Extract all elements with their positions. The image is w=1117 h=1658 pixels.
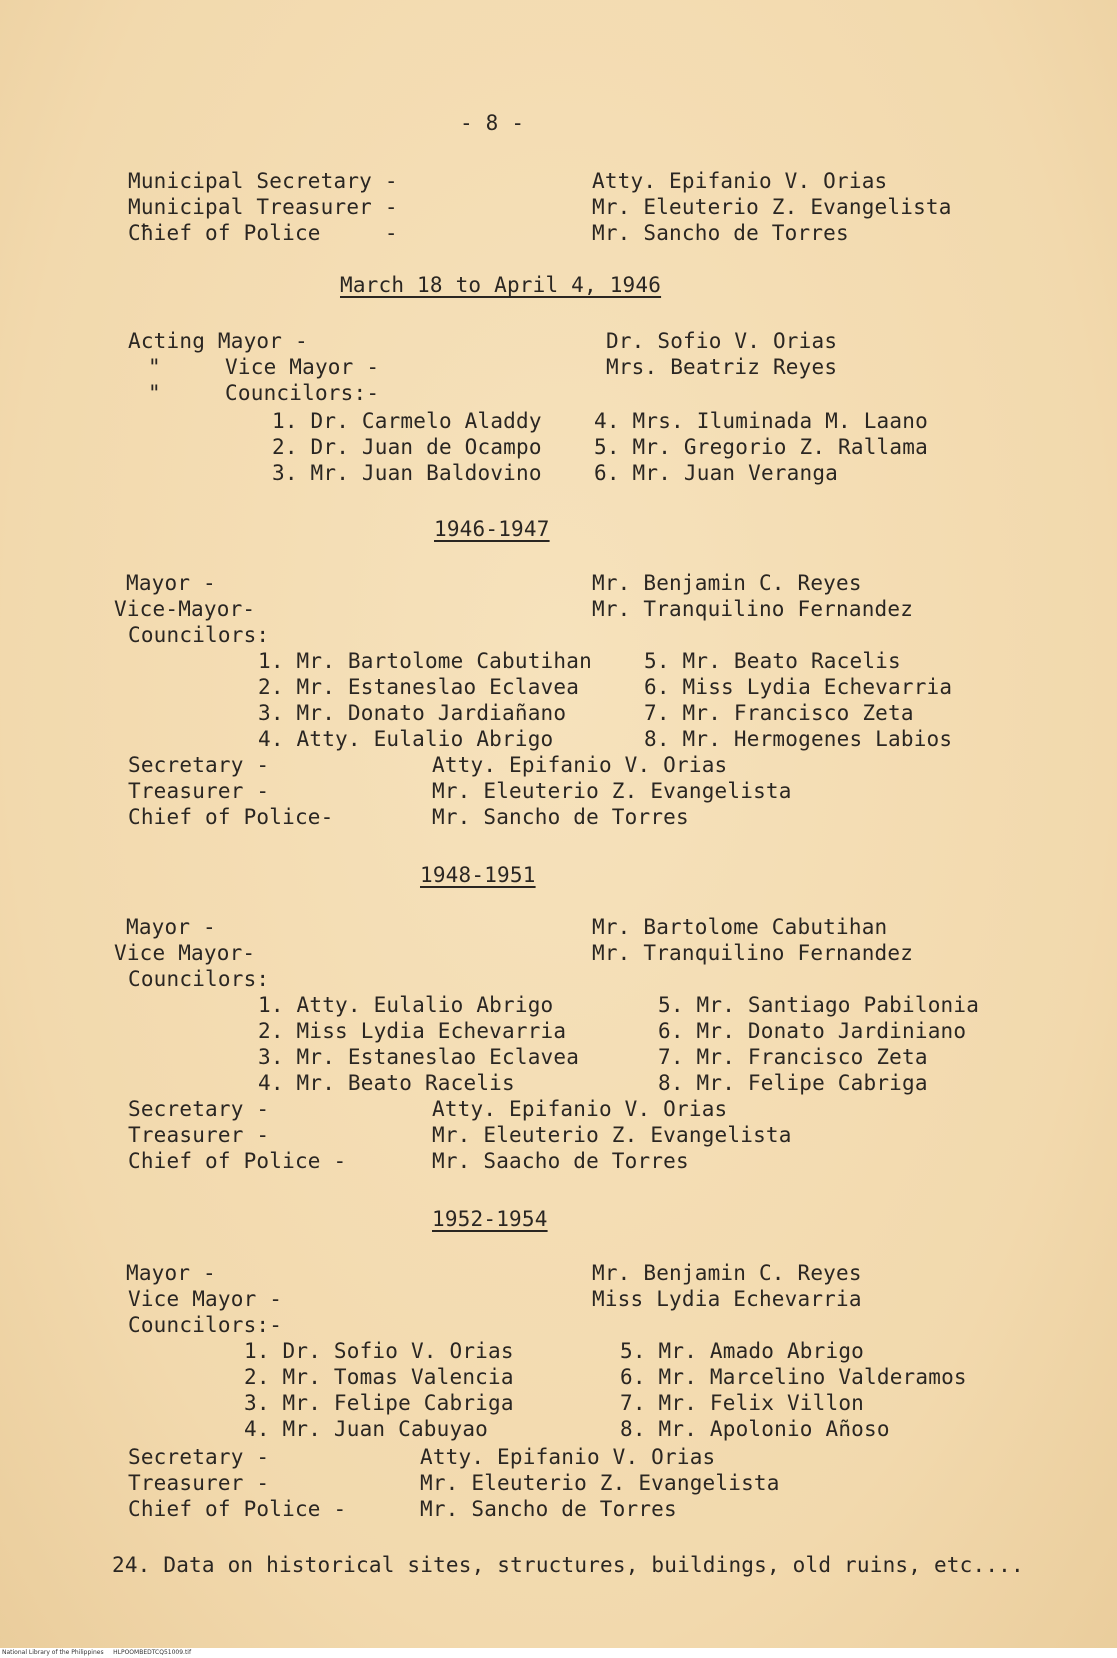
councilor-right: 7. Mr. Francisco Zeta: [644, 701, 914, 725]
councilor-right: 5. Mr. Santiago Pabilonia: [658, 993, 980, 1017]
councilor-right: 6. Mr. Marcelino Valderamos: [620, 1365, 967, 1389]
role-label: Vice Mayor -: [128, 1287, 283, 1311]
councilor-left: 2. Miss Lydia Echevarria: [258, 1019, 567, 1043]
intro-name: Mr. Sancho de Torres: [592, 221, 849, 245]
officer-role: Chief of Police -: [128, 1497, 347, 1521]
officer-name: Mr. Sancho de Torres: [432, 805, 689, 829]
role-label: Mayor -: [126, 571, 216, 595]
officer-name: Atty. Epifanio V. Orias: [432, 753, 728, 777]
person-name: Mrs. Beatriz Reyes: [606, 355, 838, 379]
officer-name: Mr. Eleuterio Z. Evangelista: [432, 779, 792, 803]
intro-role: Municipal Secretary -: [128, 169, 398, 193]
officer-role: Chief of Police -: [128, 1149, 347, 1173]
councilor-right: 5. Mr. Beato Racelis: [644, 649, 901, 673]
officer-name: Atty. Epifanio V. Orias: [432, 1097, 728, 1121]
role-label: " Vice Mayor -: [148, 355, 380, 379]
person-name: Mr. Tranquilino Fernandez: [592, 941, 914, 965]
officer-name: Mr. Saacho de Torres: [432, 1149, 689, 1173]
officer-role: Chief of Police-: [128, 805, 334, 829]
item-24: 24. Data on historical sites, structures, buildings, old ruins, etc....: [112, 1553, 1024, 1577]
page-number: - 8 -: [460, 111, 525, 135]
person-name: Mr. Tranquilino Fernandez: [592, 597, 914, 621]
officer-role: Treasurer -: [128, 1123, 270, 1147]
councilor-right: 8. Mr. Hermogenes Labios: [644, 727, 953, 751]
councilor-left: 4. Mr. Beato Racelis: [258, 1071, 515, 1095]
person-name: Mr. Benjamin C. Reyes: [592, 571, 862, 595]
officer-role: Secretary -: [128, 1445, 270, 1469]
councilor-left: 1. Atty. Eulalio Abrigo: [258, 993, 554, 1017]
scan-footer: National Library of the Philippines HLPOOMBEDTCQ51009.tif: [0, 1648, 1117, 1658]
role-label: Vice Mayor-: [114, 941, 256, 965]
role-label: Councilors:: [128, 967, 270, 991]
role-label: Vice-Mayor-: [114, 597, 256, 621]
section-heading: 1952-1954: [432, 1207, 548, 1231]
officer-name: Mr. Eleuterio Z. Evangelista: [432, 1123, 792, 1147]
officer-name: Atty. Epifanio V. Orias: [420, 1445, 716, 1469]
councilor-left: 3. Mr. Felipe Cabriga: [244, 1391, 514, 1415]
councilor-left: 3. Mr. Estaneslao Eclavea: [258, 1045, 580, 1069]
intro-name: Mr. Eleuterio Z. Evangelista: [592, 195, 952, 219]
person-name: Dr. Sofio V. Orias: [606, 329, 838, 353]
councilor-right: 5. Mr. Amado Abrigo: [620, 1339, 865, 1363]
officer-role: Secretary -: [128, 1097, 270, 1121]
councilor-left: 3. Mr. Juan Baldovino: [272, 461, 542, 485]
councilor-left: 4. Atty. Eulalio Abrigo: [258, 727, 554, 751]
section-heading: 1948-1951: [420, 863, 536, 887]
role-label: Councilors:-: [128, 1313, 283, 1337]
councilor-left: 3. Mr. Donato Jardiañano: [258, 701, 567, 725]
person-name: Miss Lydia Echevarria: [592, 1287, 862, 1311]
role-label: Acting Mayor -: [128, 329, 308, 353]
councilor-right: 6. Mr. Donato Jardiniano: [658, 1019, 967, 1043]
councilor-right: 7. Mr. Felix Villon: [620, 1391, 865, 1415]
section-heading: 1946-1947: [434, 517, 550, 541]
councilor-left: 2. Mr. Tomas Valencia: [244, 1365, 514, 1389]
councilor-left: 1. Dr. Carmelo Aladdy: [272, 409, 542, 433]
section-heading: March 18 to April 4, 1946: [340, 273, 662, 297]
councilor-right: 8. Mr. Apolonio Añoso: [620, 1417, 890, 1441]
officer-role: Secretary -: [128, 753, 270, 777]
councilor-right: 6. Mr. Juan Veranga: [594, 461, 839, 485]
intro-name: Atty. Epifanio V. Orias: [592, 169, 888, 193]
councilor-left: 1. Dr. Sofio V. Orias: [244, 1339, 514, 1363]
councilor-left: 1. Mr. Bartolome Cabutihan: [258, 649, 592, 673]
councilor-right: 8. Mr. Felipe Cabriga: [658, 1071, 928, 1095]
councilor-left: 2. Mr. Estaneslao Eclavea: [258, 675, 580, 699]
intro-role: Cħief of Police -: [128, 221, 398, 245]
officer-name: Mr. Eleuterio Z. Evangelista: [420, 1471, 780, 1495]
officer-role: Treasurer -: [128, 779, 270, 803]
person-name: Mr. Bartolome Cabutihan: [592, 915, 888, 939]
role-label: " Councilors:-: [148, 381, 380, 405]
officer-role: Treasurer -: [128, 1471, 270, 1495]
officer-name: Mr. Sancho de Torres: [420, 1497, 677, 1521]
role-label: Councilors:: [128, 623, 270, 647]
councilor-right: 4. Mrs. Iluminada M. Laano: [594, 409, 928, 433]
councilor-right: 5. Mr. Gregorio Z. Rallama: [594, 435, 928, 459]
councilor-right: 6. Miss Lydia Echevarria: [644, 675, 953, 699]
councilor-right: 7. Mr. Francisco Zeta: [658, 1045, 928, 1069]
councilor-left: 4. Mr. Juan Cabuyao: [244, 1417, 489, 1441]
intro-role: Municipal Treasurer -: [128, 195, 398, 219]
person-name: Mr. Benjamin C. Reyes: [592, 1261, 862, 1285]
role-label: Mayor -: [126, 1261, 216, 1285]
role-label: Mayor -: [126, 915, 216, 939]
councilor-left: 2. Dr. Juan de Ocampo: [272, 435, 542, 459]
